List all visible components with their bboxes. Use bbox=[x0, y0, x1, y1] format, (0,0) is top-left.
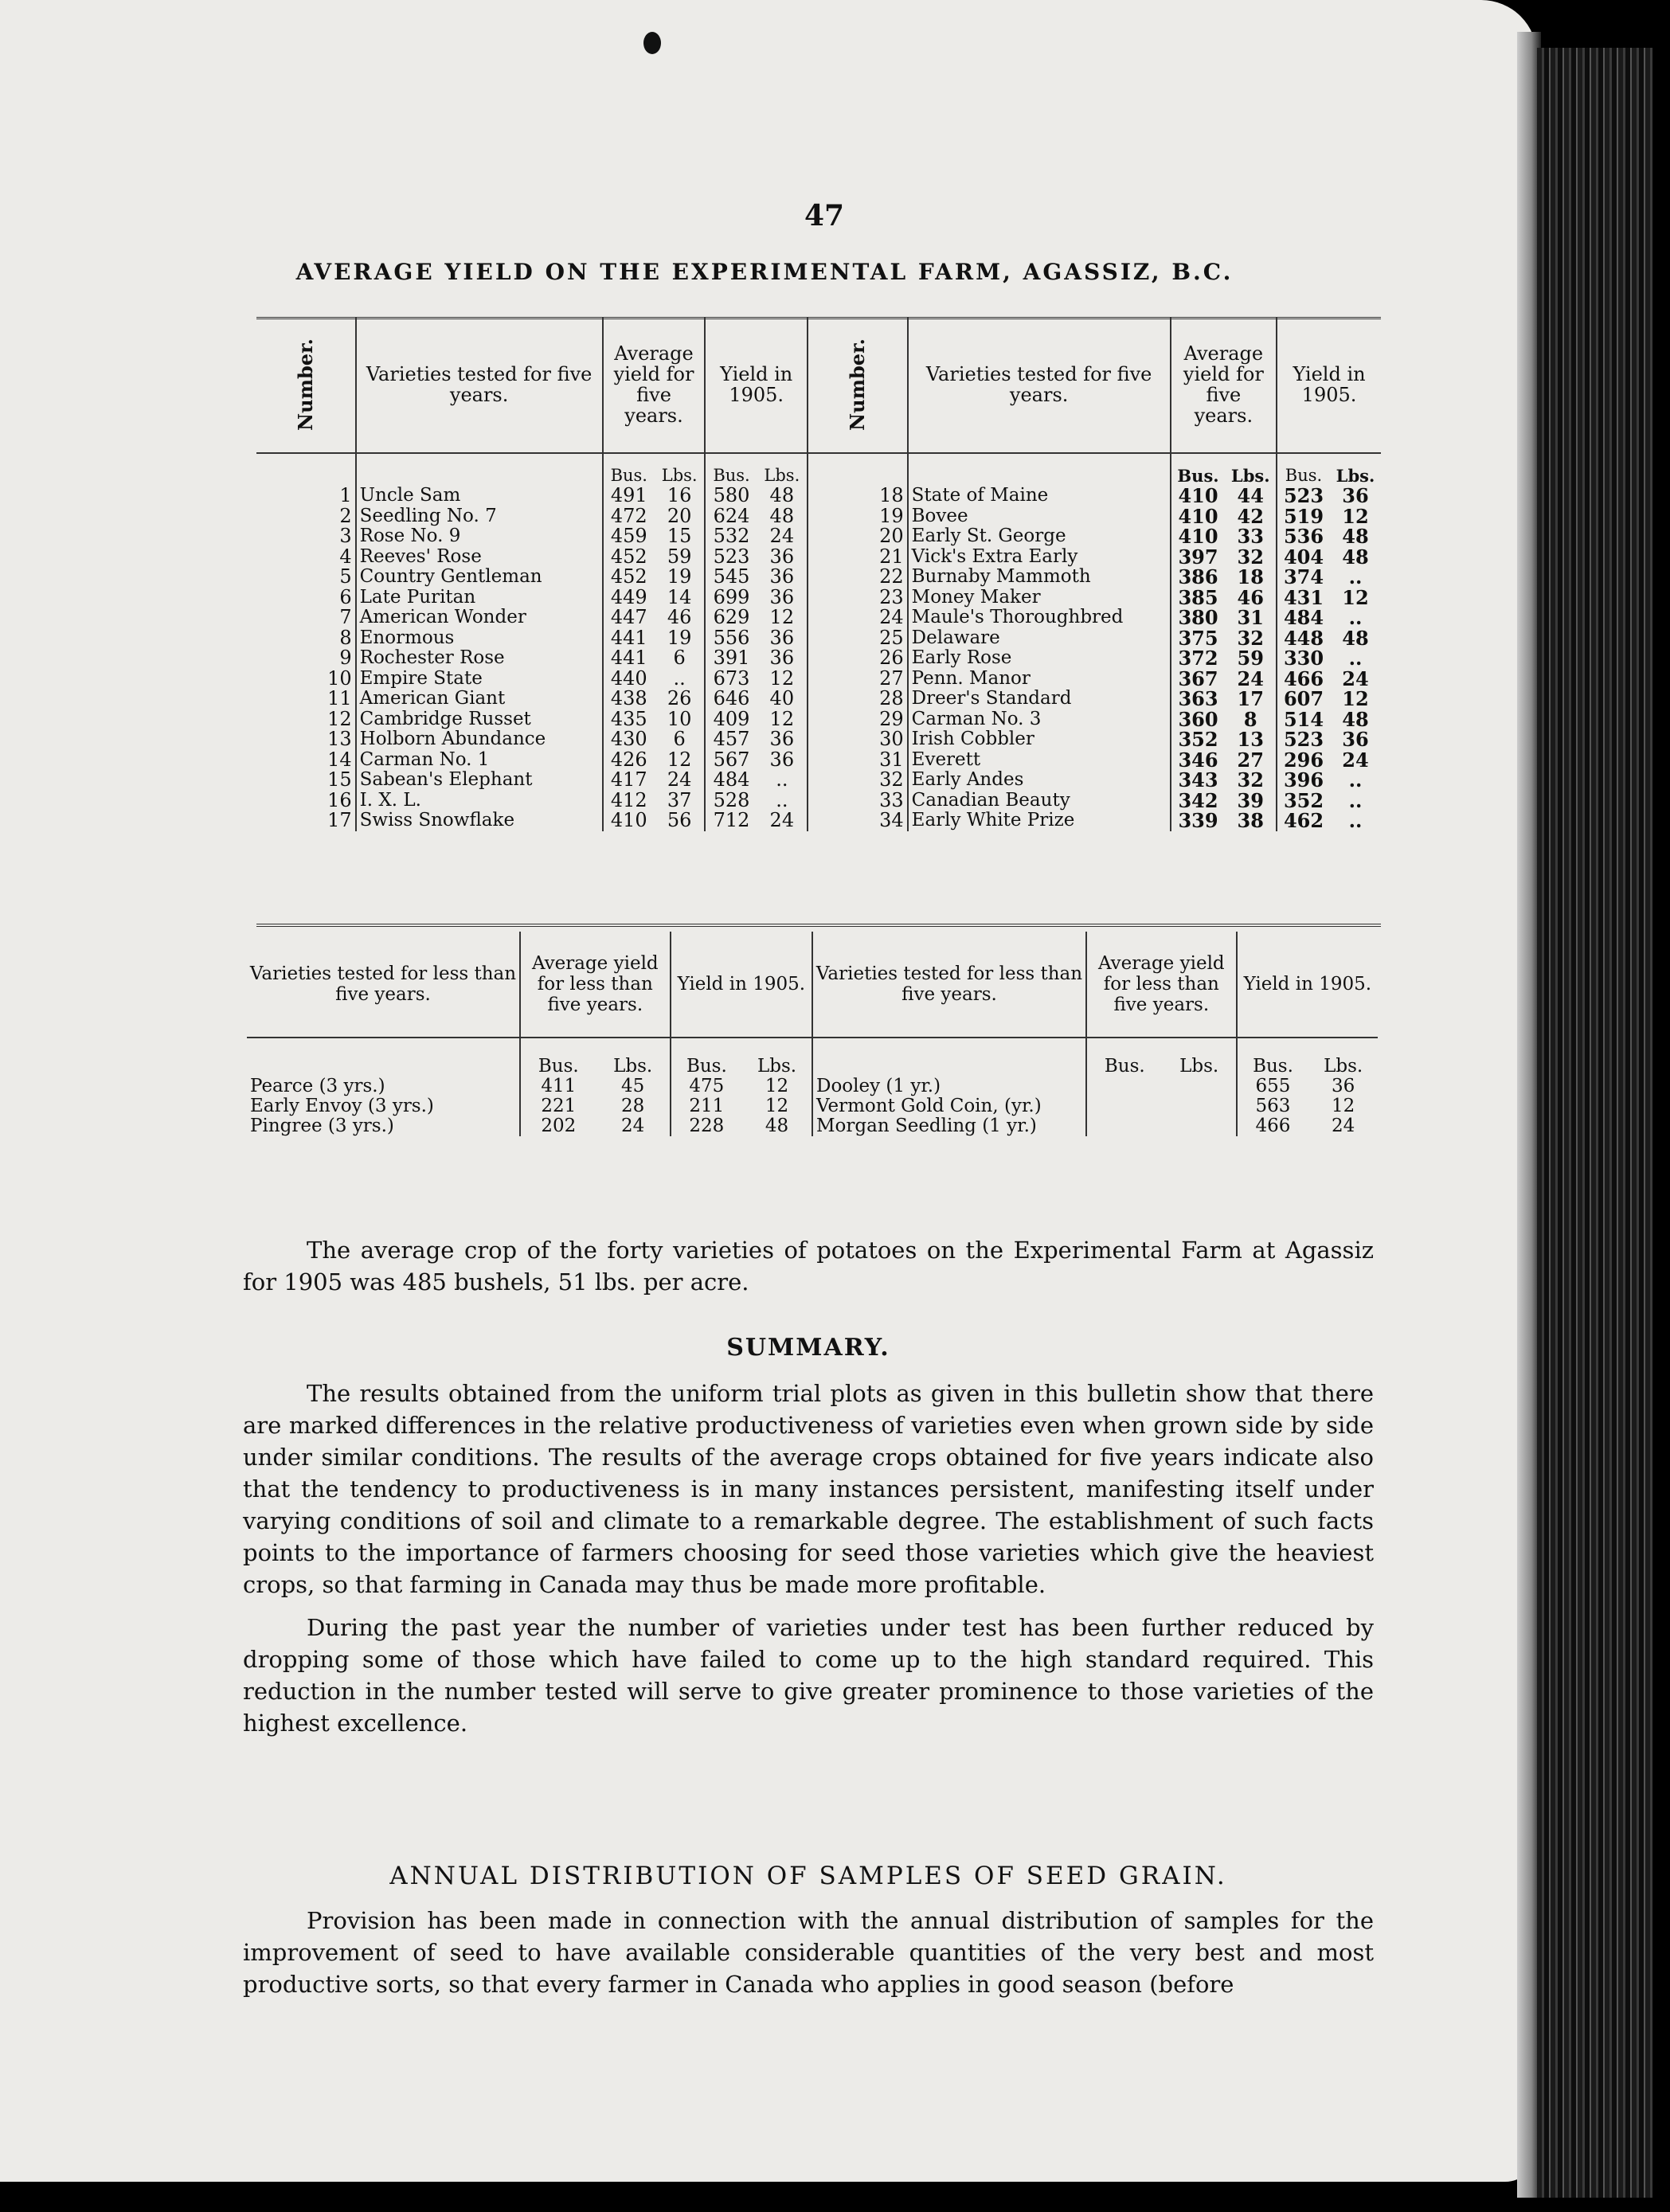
unit-lbs: Lbs. bbox=[1179, 1056, 1219, 1077]
avg-pounds: 44 bbox=[1237, 484, 1264, 508]
row-number: 6 bbox=[339, 585, 352, 608]
avg-bushels: 380 bbox=[1171, 608, 1226, 628]
table-row bbox=[247, 1116, 1378, 1136]
row-number: 12 bbox=[327, 707, 352, 730]
yield-bushels: 536 bbox=[1277, 526, 1330, 547]
unit-lbs: Lbs. bbox=[1230, 466, 1270, 486]
yield-bushels: 712 bbox=[705, 811, 757, 831]
avg-bushels: 411 bbox=[520, 1077, 596, 1096]
short-term-yield-table bbox=[247, 932, 1378, 1136]
row-number: 31 bbox=[808, 750, 908, 771]
variety-name: Dooley (1 yr.) bbox=[812, 1077, 1086, 1096]
variety-name: Cambridge Russet bbox=[356, 709, 603, 730]
unit-lbs: Lbs. bbox=[1324, 1056, 1363, 1077]
avg-bushels: 441 bbox=[603, 628, 655, 649]
header2-varieties: Varieties tested for less than five years. bbox=[249, 963, 517, 1005]
yield-pounds: 36 bbox=[769, 728, 795, 751]
avg-pounds: 56 bbox=[667, 809, 692, 832]
table-row bbox=[247, 1096, 1378, 1116]
yield-pounds: 48 bbox=[1342, 545, 1369, 569]
yield-bushels: 655 bbox=[1237, 1077, 1309, 1096]
variety-name: Canadian Beauty bbox=[908, 791, 1171, 811]
yield-bushels: 673 bbox=[705, 669, 757, 690]
table-row bbox=[256, 791, 1381, 811]
avg-pounds: 32 bbox=[1237, 626, 1264, 650]
yield-pounds: 48 bbox=[1342, 626, 1369, 650]
yield-pounds: .. bbox=[1348, 565, 1363, 589]
avg-bushels: 342 bbox=[1171, 791, 1226, 811]
header-varieties: Varieties tested for five years. bbox=[356, 317, 603, 453]
yield-bushels: 545 bbox=[705, 567, 757, 588]
avg-pounds: 15 bbox=[667, 525, 692, 548]
row-number: 3 bbox=[339, 525, 352, 548]
header-varieties-right: Varieties tested for five years. bbox=[908, 317, 1171, 453]
table-row bbox=[247, 1077, 1378, 1096]
yield-pounds: 12 bbox=[1342, 504, 1369, 528]
row-number: 27 bbox=[808, 669, 908, 690]
yield-bushels: 624 bbox=[705, 506, 757, 527]
yield-bushels: 532 bbox=[705, 526, 757, 547]
yield-pounds: 12 bbox=[769, 666, 795, 690]
variety-name: Seedling No. 7 bbox=[356, 506, 603, 527]
unit-bus: Bus. bbox=[603, 453, 655, 486]
header-avg-yield-right: Average yield for five years. bbox=[1171, 317, 1277, 453]
avg-pounds: 39 bbox=[1237, 788, 1264, 812]
row-number: 23 bbox=[808, 588, 908, 608]
yield-bushels: 580 bbox=[705, 486, 757, 506]
avg-bushels: 459 bbox=[603, 526, 655, 547]
row-number: 25 bbox=[808, 628, 908, 649]
unit-bus: Bus. bbox=[1277, 453, 1330, 486]
yield-pounds: 48 bbox=[769, 484, 795, 507]
header2-avg-yield-right: Average yield for less than five years. bbox=[1086, 932, 1237, 1038]
yield-bushels: 523 bbox=[705, 547, 757, 568]
avg-bushels: 441 bbox=[603, 648, 655, 669]
variety-name: Dreer's Standard bbox=[908, 689, 1171, 709]
row-number: 7 bbox=[339, 606, 352, 629]
avg-pounds: 18 bbox=[1237, 565, 1264, 589]
avg-bushels: 410 bbox=[603, 811, 655, 831]
yield-pounds: 36 bbox=[769, 565, 795, 588]
row-number: 14 bbox=[327, 748, 352, 771]
unit-lbs: Lbs. bbox=[757, 1056, 797, 1077]
avg-bushels: 410 bbox=[1171, 486, 1226, 506]
unit-bus: Bus. bbox=[671, 1038, 742, 1077]
table-row bbox=[256, 628, 1381, 649]
avg-bushels: 221 bbox=[520, 1096, 596, 1116]
row-number: 24 bbox=[808, 608, 908, 628]
header-number: Number. bbox=[293, 338, 317, 431]
avg-pounds: .. bbox=[673, 666, 686, 690]
yield-bushels: 646 bbox=[705, 689, 757, 709]
yield-bushels: 629 bbox=[705, 608, 757, 628]
summary-paragraph-2: During the past year the number of varieties under test has been further reduced by dropping some of those which have failed to come up to the high standard required. This reduction in the number tested will serve to give greater prominence to those varieties of the highest excellence. bbox=[243, 1614, 1374, 1737]
yield-pounds: 36 bbox=[769, 585, 795, 608]
row-number: 19 bbox=[808, 506, 908, 527]
summary-heading: SUMMARY. bbox=[726, 1334, 890, 1362]
yield-bushels: 514 bbox=[1277, 709, 1330, 730]
avg-pounds: 46 bbox=[667, 606, 692, 629]
variety-name: Early Rose bbox=[908, 648, 1171, 669]
variety-name: Vermont Gold Coin, (yr.) bbox=[812, 1096, 1086, 1116]
row-number: 13 bbox=[327, 728, 352, 751]
yield-bushels: 484 bbox=[1277, 608, 1330, 628]
summary-body bbox=[243, 1378, 1374, 1750]
yield-bushels: 228 bbox=[671, 1116, 742, 1136]
yield-pounds: .. bbox=[1348, 788, 1363, 812]
yield-bushels: 409 bbox=[705, 709, 757, 730]
avg-pounds: 14 bbox=[667, 585, 692, 608]
avg-pounds: 19 bbox=[667, 626, 692, 649]
unit-bus: Bus. bbox=[1171, 453, 1226, 486]
yield-pounds: 48 bbox=[1342, 707, 1369, 731]
avg-pounds: 13 bbox=[1237, 728, 1264, 752]
unit-bus: Bus. bbox=[1086, 1038, 1163, 1077]
annual-distribution-body bbox=[243, 1905, 1374, 2011]
variety-name: Rochester Rose bbox=[356, 648, 603, 669]
avg-pounds: 38 bbox=[1237, 809, 1264, 833]
yield-bushels: 448 bbox=[1277, 628, 1330, 649]
yield-pounds: 12 bbox=[769, 707, 795, 730]
row-number: 9 bbox=[339, 647, 352, 670]
variety-name: American Wonder bbox=[356, 608, 603, 628]
yield-bushels: 462 bbox=[1277, 811, 1330, 831]
row-number: 8 bbox=[339, 626, 352, 649]
yield-pounds: 12 bbox=[1332, 1096, 1355, 1116]
header2-avg-yield: Average yield for less than five years. bbox=[520, 932, 671, 1038]
yield-pounds: 24 bbox=[769, 809, 795, 832]
yield-pounds: 24 bbox=[1342, 666, 1369, 690]
yield-pounds: 36 bbox=[1332, 1076, 1355, 1096]
variety-name: Early Andes bbox=[908, 770, 1171, 791]
avg-bushels: 386 bbox=[1171, 567, 1226, 588]
yield-pounds: 12 bbox=[769, 606, 795, 629]
avg-bushels: 385 bbox=[1171, 588, 1226, 608]
yield-pounds: 12 bbox=[765, 1096, 789, 1116]
row-number: 29 bbox=[808, 709, 908, 730]
row-number: 26 bbox=[808, 648, 908, 669]
yield-pounds: 36 bbox=[1342, 728, 1369, 752]
avg-pounds: 19 bbox=[667, 565, 692, 588]
variety-name: Vick's Extra Early bbox=[908, 547, 1171, 568]
variety-name: Carman No. 3 bbox=[908, 709, 1171, 730]
variety-name: American Giant bbox=[356, 689, 603, 709]
header-avg-yield: Average yield for five years. bbox=[603, 317, 706, 453]
variety-name: Pearce (3 yrs.) bbox=[250, 1076, 385, 1096]
row-number: 22 bbox=[808, 567, 908, 588]
yield-pounds: 36 bbox=[769, 545, 795, 568]
yield-pounds: 48 bbox=[1342, 525, 1369, 549]
variety-name: Money Maker bbox=[908, 588, 1171, 608]
row-number: 17 bbox=[327, 809, 352, 832]
avg-bushels: 397 bbox=[1171, 547, 1226, 568]
yield-pounds: 24 bbox=[1342, 748, 1369, 772]
avg-pounds: 46 bbox=[1237, 585, 1264, 609]
variety-name: Penn. Manor bbox=[908, 669, 1171, 690]
table-row bbox=[256, 547, 1381, 568]
variety-name: Enormous bbox=[356, 628, 603, 649]
table-row bbox=[256, 709, 1381, 730]
yield-pounds: 48 bbox=[769, 504, 795, 527]
yield-pounds: .. bbox=[1348, 647, 1363, 670]
row-number: 16 bbox=[327, 788, 352, 811]
avg-bushels: 452 bbox=[603, 567, 655, 588]
table-row bbox=[256, 770, 1381, 791]
yield-bushels: 567 bbox=[705, 750, 757, 771]
avg-pounds: 59 bbox=[667, 545, 692, 568]
row-number: 34 bbox=[808, 811, 908, 831]
avg-pounds: 32 bbox=[1237, 768, 1264, 792]
row-number: 30 bbox=[808, 729, 908, 750]
yield-bushels: 607 bbox=[1277, 689, 1330, 709]
avg-bushels: 367 bbox=[1171, 669, 1226, 690]
page-number: 47 bbox=[804, 199, 845, 233]
avg-pounds: 31 bbox=[1237, 606, 1264, 630]
avg-bushels: 363 bbox=[1171, 689, 1226, 709]
avg-bushels: 352 bbox=[1171, 729, 1226, 750]
row-number: 32 bbox=[808, 770, 908, 791]
avg-pounds: 12 bbox=[667, 748, 692, 771]
yield-pounds: .. bbox=[1348, 768, 1363, 792]
variety-name: Early Envoy (3 yrs.) bbox=[250, 1096, 434, 1116]
five-year-yield-table bbox=[256, 317, 1381, 831]
unit-bus: Bus. bbox=[705, 453, 757, 486]
variety-name: Delaware bbox=[908, 628, 1171, 649]
avg-pounds-blank bbox=[1163, 1116, 1237, 1136]
yield-pounds: 36 bbox=[1342, 484, 1369, 508]
yield-bushels: 352 bbox=[1277, 791, 1330, 811]
avg-pounds: 10 bbox=[667, 707, 692, 730]
table-row bbox=[256, 669, 1381, 690]
row-number: 33 bbox=[808, 791, 908, 811]
yield-bushels: 457 bbox=[705, 729, 757, 750]
avg-bushels: 412 bbox=[603, 791, 655, 811]
yield-pounds: .. bbox=[776, 768, 788, 791]
table-row bbox=[256, 526, 1381, 547]
yield-bushels: 431 bbox=[1277, 588, 1330, 608]
yield-pounds: 36 bbox=[769, 647, 795, 670]
yield-bushels: 475 bbox=[671, 1077, 742, 1096]
yield-pounds: 36 bbox=[769, 748, 795, 771]
row-number: 21 bbox=[808, 547, 908, 568]
avg-bushels: 346 bbox=[1171, 750, 1226, 771]
average-note: The average crop of the forty varieties of potatoes on the Experimental Farm at Agassiz for 1905 was 485 bushels, 51 lbs. per acre. bbox=[243, 1237, 1374, 1296]
table-row bbox=[256, 567, 1381, 588]
variety-name: State of Maine bbox=[908, 486, 1171, 506]
yield-bushels: 484 bbox=[705, 770, 757, 791]
unit-lbs: Lbs. bbox=[613, 1056, 653, 1077]
header2-yield-1905-right: Yield in 1905. bbox=[1237, 932, 1378, 1038]
variety-name: Irish Cobbler bbox=[908, 729, 1171, 750]
table-row bbox=[256, 750, 1381, 771]
header2-varieties-right: Varieties tested for less than five years. bbox=[812, 932, 1086, 1038]
avg-bushels: 417 bbox=[603, 770, 655, 791]
yield-bushels: 330 bbox=[1277, 648, 1330, 669]
unit-lbs: Lbs. bbox=[661, 466, 698, 485]
row-number: 28 bbox=[808, 689, 908, 709]
header-number-right: Number. bbox=[808, 317, 908, 453]
table-title: AVERAGE YIELD ON THE EXPERIMENTAL FARM, AGASSIZ, B.C. bbox=[295, 259, 1234, 285]
yield-bushels: 396 bbox=[1277, 770, 1330, 791]
variety-name: Rose No. 9 bbox=[356, 526, 603, 547]
row-number: 18 bbox=[808, 486, 908, 506]
variety-name: Sabean's Elephant bbox=[356, 770, 603, 791]
variety-name: Holborn Abundance bbox=[356, 729, 603, 750]
avg-bushels: 339 bbox=[1171, 811, 1226, 831]
yield-pounds: 12 bbox=[1342, 585, 1369, 609]
avg-pounds: 8 bbox=[1243, 707, 1257, 731]
yield-pounds: 48 bbox=[765, 1116, 789, 1136]
avg-bushels: 343 bbox=[1171, 770, 1226, 791]
avg-pounds: 20 bbox=[667, 504, 692, 527]
binding-hole bbox=[643, 32, 661, 54]
table-row bbox=[256, 648, 1381, 669]
variety-name: Late Puritan bbox=[356, 588, 603, 608]
yield-bushels: 519 bbox=[1277, 506, 1330, 527]
row-number: 15 bbox=[327, 768, 352, 791]
avg-pounds: 28 bbox=[621, 1096, 645, 1116]
avg-bushels-blank bbox=[1086, 1077, 1163, 1096]
yield-pounds: 24 bbox=[769, 525, 795, 548]
unit-lbs: Lbs. bbox=[1336, 466, 1375, 486]
avg-bushels: 447 bbox=[603, 608, 655, 628]
yield-pounds: .. bbox=[1348, 606, 1363, 630]
yield-bushels: 466 bbox=[1277, 669, 1330, 690]
yield-bushels: 523 bbox=[1277, 486, 1330, 506]
avg-pounds: 45 bbox=[621, 1076, 645, 1096]
avg-pounds: 32 bbox=[1237, 545, 1264, 569]
header-yield-1905-right: Yield in 1905. bbox=[1277, 317, 1381, 453]
avg-pounds-blank bbox=[1163, 1096, 1237, 1116]
avg-pounds: 24 bbox=[621, 1116, 645, 1136]
yield-bushels: 528 bbox=[705, 791, 757, 811]
annual-paragraph-1: Provision has been made in connection with the annual distribution of samples for the improvement of seed to have available considerable quantities of the very best and most productive sorts, so that every farmer in Canada who applies in good season (before bbox=[243, 1907, 1374, 1998]
header2-yield-1905: Yield in 1905. bbox=[671, 932, 812, 1038]
header-yield-1905: Yield in 1905. bbox=[705, 317, 808, 453]
avg-bushels: 360 bbox=[1171, 709, 1226, 730]
yield-bushels: 523 bbox=[1277, 729, 1330, 750]
row-number: 2 bbox=[339, 504, 352, 527]
yield-bushels: 296 bbox=[1277, 750, 1330, 771]
variety-name: Pingree (3 yrs.) bbox=[250, 1116, 394, 1136]
avg-bushels-blank bbox=[1086, 1096, 1163, 1116]
avg-bushels-blank bbox=[1086, 1116, 1163, 1136]
avg-pounds: 33 bbox=[1237, 525, 1264, 549]
variety-name: Bovee bbox=[908, 506, 1171, 527]
table-row bbox=[256, 486, 1381, 506]
table-row bbox=[256, 608, 1381, 628]
yield-bushels: 391 bbox=[705, 648, 757, 669]
avg-pounds: 26 bbox=[667, 687, 692, 710]
variety-name: Uncle Sam bbox=[356, 486, 603, 506]
variety-name: Country Gentleman bbox=[356, 567, 603, 588]
unit-bus: Bus. bbox=[1237, 1038, 1309, 1077]
variety-name: Swiss Snowflake bbox=[356, 811, 603, 831]
yield-pounds: 24 bbox=[1332, 1116, 1355, 1136]
avg-bushels: 430 bbox=[603, 729, 655, 750]
unit-lbs: Lbs. bbox=[764, 466, 800, 485]
avg-bushels: 202 bbox=[520, 1116, 596, 1136]
avg-pounds: 24 bbox=[1237, 666, 1264, 690]
table-divider-rule bbox=[256, 924, 1381, 927]
avg-bushels: 440 bbox=[603, 669, 655, 690]
avg-bushels: 452 bbox=[603, 547, 655, 568]
avg-bushels: 426 bbox=[603, 750, 655, 771]
variety-name: Everett bbox=[908, 750, 1171, 771]
table-row bbox=[256, 506, 1381, 527]
variety-name: Maule's Thoroughbred bbox=[908, 608, 1171, 628]
avg-pounds: 16 bbox=[667, 484, 692, 507]
avg-bushels: 410 bbox=[1171, 526, 1226, 547]
row-number: 1 bbox=[339, 484, 352, 507]
yield-bushels: 556 bbox=[705, 628, 757, 649]
row-number: 20 bbox=[808, 526, 908, 547]
table-row bbox=[256, 689, 1381, 709]
row-number: 11 bbox=[327, 687, 352, 710]
yield-pounds: 12 bbox=[1342, 687, 1369, 711]
yield-bushels: 211 bbox=[671, 1096, 742, 1116]
yield-pounds: 36 bbox=[769, 626, 795, 649]
avg-bushels: 410 bbox=[1171, 506, 1226, 527]
avg-bushels: 438 bbox=[603, 689, 655, 709]
table-row bbox=[256, 811, 1381, 831]
yield-pounds: 40 bbox=[769, 687, 795, 710]
avg-bushels: 491 bbox=[603, 486, 655, 506]
table-row bbox=[256, 588, 1381, 608]
avg-bushels: 449 bbox=[603, 588, 655, 608]
summary-paragraph-1: The results obtained from the uniform trial plots as given in this bulletin show that there are marked differences in the relative productiveness of varieties even when grown side by side under similar conditions. The results of the average crops obtained for five years indicate also that the tendency to productiveness is in many instances persistent, manifesting itself under varying conditions of soil and climate to a remarkable degree. The establishment of such facts points to the importance of farmers choosing for seed those varieties which give the heaviest crops, so that farming in Canada may thus be made more profitable. bbox=[243, 1380, 1374, 1598]
variety-name: Empire State bbox=[356, 669, 603, 690]
yield-bushels: 404 bbox=[1277, 547, 1330, 568]
variety-name: Reeves' Rose bbox=[356, 547, 603, 568]
avg-bushels: 375 bbox=[1171, 628, 1226, 649]
annual-distribution-heading: ANNUAL DISTRIBUTION OF SAMPLES OF SEED GRAIN. bbox=[389, 1862, 1227, 1890]
variety-name: I. X. L. bbox=[356, 791, 603, 811]
avg-pounds: 27 bbox=[1237, 748, 1264, 772]
variety-name: Morgan Seedling (1 yr.) bbox=[812, 1116, 1086, 1136]
row-number: 4 bbox=[339, 545, 352, 568]
avg-pounds: 37 bbox=[667, 788, 692, 811]
yield-bushels: 374 bbox=[1277, 567, 1330, 588]
yield-pounds: 12 bbox=[765, 1076, 789, 1096]
avg-pounds: 59 bbox=[1237, 647, 1264, 670]
avg-pounds: 17 bbox=[1237, 687, 1264, 711]
book-spine bbox=[1537, 48, 1652, 2198]
avg-pounds: 42 bbox=[1237, 504, 1264, 528]
yield-pounds: .. bbox=[776, 788, 788, 811]
unit-bus: Bus. bbox=[520, 1038, 596, 1077]
yield-bushels: 699 bbox=[705, 588, 757, 608]
variety-name: Early St. George bbox=[908, 526, 1171, 547]
avg-bushels: 472 bbox=[603, 506, 655, 527]
variety-name: Burnaby Mammoth bbox=[908, 567, 1171, 588]
avg-pounds: 6 bbox=[673, 647, 686, 670]
yield-bushels: 466 bbox=[1237, 1116, 1309, 1136]
avg-pounds-blank bbox=[1163, 1077, 1237, 1096]
avg-pounds: 24 bbox=[667, 768, 692, 791]
row-number: 10 bbox=[327, 666, 352, 690]
table-row bbox=[256, 729, 1381, 750]
row-number: 5 bbox=[339, 565, 352, 588]
avg-bushels: 435 bbox=[603, 709, 655, 730]
yield-bushels: 563 bbox=[1237, 1096, 1309, 1116]
avg-pounds: 6 bbox=[673, 728, 686, 751]
yield-pounds: .. bbox=[1348, 809, 1363, 833]
variety-name: Early White Prize bbox=[908, 811, 1171, 831]
avg-bushels: 372 bbox=[1171, 648, 1226, 669]
variety-name: Carman No. 1 bbox=[356, 750, 603, 771]
